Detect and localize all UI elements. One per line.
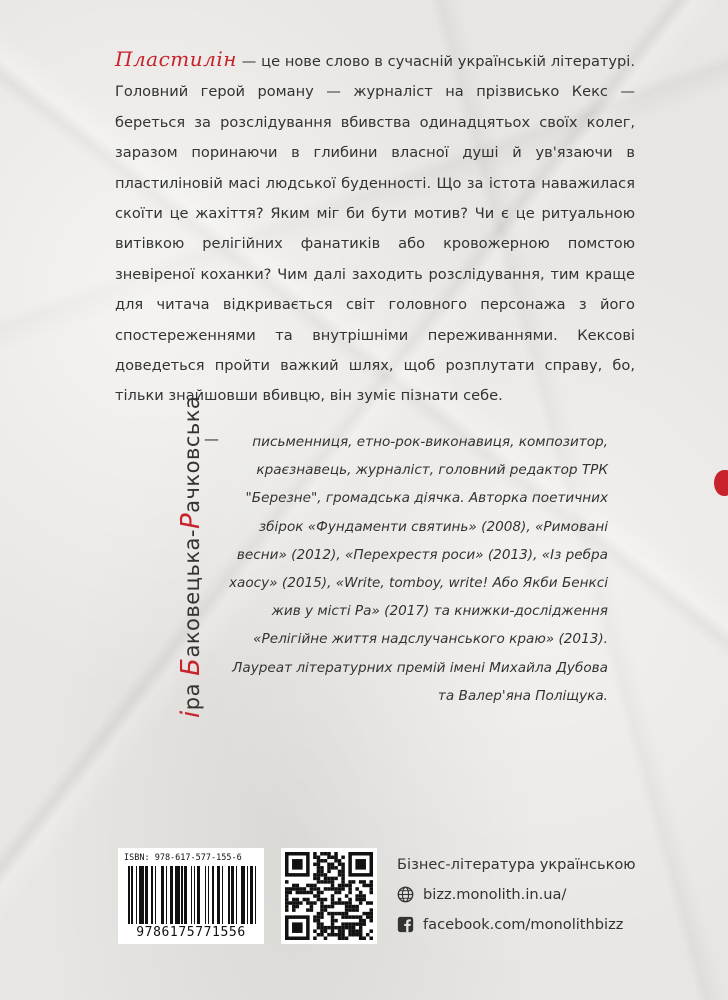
qr-module bbox=[296, 884, 300, 888]
qr-module bbox=[317, 894, 321, 898]
qr-module bbox=[338, 901, 342, 905]
qr-module bbox=[317, 926, 321, 930]
qr-module bbox=[359, 901, 363, 905]
qr-module bbox=[369, 901, 373, 905]
qr-module bbox=[292, 908, 296, 912]
qr-module bbox=[296, 887, 300, 891]
qr-module bbox=[289, 891, 293, 895]
qr-module bbox=[348, 880, 352, 884]
qr-module bbox=[331, 863, 335, 867]
qr-module bbox=[355, 933, 359, 937]
qr-module bbox=[331, 880, 335, 884]
qr-module bbox=[341, 884, 345, 888]
qr-module bbox=[317, 870, 321, 874]
qr-module bbox=[359, 929, 363, 933]
qr-module bbox=[341, 901, 345, 905]
qr-module bbox=[285, 898, 289, 902]
qr-module bbox=[331, 905, 335, 909]
qr-module bbox=[348, 884, 352, 888]
qr-module bbox=[359, 891, 363, 895]
qr-module bbox=[320, 898, 324, 902]
qr-module bbox=[348, 929, 352, 933]
qr-module bbox=[341, 929, 345, 933]
qr-module bbox=[306, 908, 310, 912]
qr-module bbox=[317, 887, 321, 891]
qr-module bbox=[327, 870, 331, 874]
qr-module bbox=[320, 880, 324, 884]
qr-module bbox=[324, 908, 328, 912]
qr-module bbox=[345, 908, 349, 912]
qr-module bbox=[369, 880, 373, 884]
qr-module bbox=[341, 863, 345, 867]
author-bio: письменниця, етно-рок-виконавиця, композитор, краєзнавець, журналіст, головний редактор ТРК "Березне", громадська діячка. Авторка поетичних збірок «Фундаменти святинь» (2008), «Римовані весни» (2012), «Перехрестя роси» (2013), «Із ребра хаосу» (2015), «Write, tomboy, write! Або Якби Бенксі жив у місті Ра» (2017) та книжки-дослідження «Релігійне життя надслучанського краю» (2013). Лауреат літературних премій імені Михайла Дубова та Валер'яна Поліщука. bbox=[228, 434, 608, 704]
qr-module bbox=[341, 926, 345, 930]
qr-module bbox=[306, 891, 310, 895]
facebook-icon bbox=[397, 916, 414, 933]
qr-module bbox=[310, 908, 314, 912]
qr-module bbox=[327, 863, 331, 867]
barcode-bars bbox=[128, 866, 258, 924]
qr-module bbox=[334, 866, 338, 870]
author-name-part: аковецька- bbox=[180, 529, 204, 658]
qr-module bbox=[327, 887, 331, 891]
qr-module bbox=[352, 915, 356, 919]
qr-module bbox=[359, 936, 363, 940]
qr-module bbox=[320, 912, 324, 916]
facebook-text: facebook.com/monolithbizz bbox=[423, 916, 624, 933]
qr-module bbox=[341, 922, 345, 926]
qr-module bbox=[369, 912, 373, 916]
barcode bbox=[118, 848, 264, 944]
qr-module bbox=[348, 891, 352, 895]
qr-module bbox=[352, 933, 356, 937]
qr-module bbox=[359, 898, 363, 902]
qr-module bbox=[324, 936, 328, 940]
qr-module bbox=[338, 898, 342, 902]
qr-module bbox=[317, 880, 321, 884]
qr-module bbox=[313, 863, 317, 867]
qr-module bbox=[341, 912, 345, 916]
qr-module bbox=[359, 922, 363, 926]
qr-module bbox=[369, 908, 373, 912]
qr-module bbox=[362, 936, 366, 940]
qr-module bbox=[355, 908, 359, 912]
qr-module bbox=[292, 887, 296, 891]
qr-module bbox=[345, 936, 349, 940]
qr-module bbox=[352, 908, 356, 912]
author-initial-last: Р bbox=[176, 512, 206, 530]
facebook-link[interactable] bbox=[397, 916, 623, 933]
qr-module bbox=[299, 901, 303, 905]
qr-module bbox=[331, 856, 335, 860]
qr-module bbox=[299, 891, 303, 895]
qr-module bbox=[285, 887, 289, 891]
qr-module bbox=[359, 915, 363, 919]
qr-module bbox=[303, 898, 307, 902]
qr-module bbox=[345, 884, 349, 888]
qr-module bbox=[310, 901, 314, 905]
qr-module bbox=[355, 898, 359, 902]
qr-module bbox=[359, 926, 363, 930]
qr-module bbox=[369, 915, 373, 919]
author-initial-middle: Б bbox=[176, 657, 206, 676]
qr-module bbox=[324, 852, 328, 856]
qr-module bbox=[331, 877, 335, 881]
qr-module bbox=[341, 887, 345, 891]
qr-module bbox=[313, 901, 317, 905]
qr-module bbox=[327, 912, 331, 916]
qr-module bbox=[327, 933, 331, 937]
qr-module bbox=[341, 880, 345, 884]
qr-module bbox=[313, 915, 317, 919]
qr-module bbox=[359, 919, 363, 923]
qr-module bbox=[320, 852, 324, 856]
qr-module bbox=[285, 891, 289, 895]
qr-module bbox=[320, 926, 324, 930]
qr-module bbox=[303, 891, 307, 895]
qr-module bbox=[327, 905, 331, 909]
qr-code-graphic bbox=[285, 852, 373, 940]
qr-module bbox=[292, 884, 296, 888]
qr-module bbox=[306, 898, 310, 902]
qr-module bbox=[338, 887, 342, 891]
qr-module bbox=[320, 922, 324, 926]
qr-module bbox=[369, 887, 373, 891]
qr-module bbox=[366, 901, 370, 905]
book-description bbox=[115, 44, 635, 412]
qr-module bbox=[352, 922, 356, 926]
qr-module bbox=[331, 866, 335, 870]
qr-module bbox=[296, 898, 300, 902]
qr-module bbox=[285, 908, 289, 912]
qr-module bbox=[324, 877, 328, 881]
qr-module bbox=[285, 905, 289, 909]
qr-module bbox=[345, 915, 349, 919]
qr-module bbox=[289, 887, 293, 891]
qr-module bbox=[317, 866, 321, 870]
qr-module bbox=[327, 877, 331, 881]
qr-module bbox=[345, 922, 349, 926]
qr-module bbox=[320, 905, 324, 909]
qr-module bbox=[317, 898, 321, 902]
qr-module bbox=[296, 891, 300, 895]
author-name bbox=[176, 396, 206, 718]
qr-module bbox=[327, 852, 331, 856]
qr-module bbox=[320, 873, 324, 877]
qr-module bbox=[345, 905, 349, 909]
qr-module bbox=[331, 919, 335, 923]
isbn-label: ISBN: 978-617-577-155-6 bbox=[124, 853, 242, 863]
qr-module bbox=[334, 891, 338, 895]
qr-module bbox=[362, 898, 366, 902]
qr-module bbox=[362, 894, 366, 898]
qr-module bbox=[313, 852, 317, 856]
qr-module bbox=[345, 912, 349, 916]
qr-module bbox=[366, 912, 370, 916]
qr-module bbox=[338, 936, 342, 940]
qr-module bbox=[369, 884, 373, 888]
qr-module bbox=[303, 887, 307, 891]
qr-module bbox=[369, 936, 373, 940]
qr-module bbox=[334, 912, 338, 916]
qr-module bbox=[331, 926, 335, 930]
qr-module bbox=[348, 908, 352, 912]
qr-module bbox=[313, 856, 317, 860]
qr-module bbox=[327, 866, 331, 870]
qr-module bbox=[317, 856, 321, 860]
qr-module bbox=[348, 905, 352, 909]
qr-module bbox=[334, 926, 338, 930]
qr-module bbox=[299, 887, 303, 891]
qr-module bbox=[320, 933, 324, 937]
qr-module bbox=[352, 880, 356, 884]
qr-module bbox=[296, 905, 300, 909]
qr-module bbox=[331, 898, 335, 902]
qr-module bbox=[338, 863, 342, 867]
qr-module bbox=[345, 894, 349, 898]
qr-module bbox=[317, 922, 321, 926]
qr-module bbox=[331, 901, 335, 905]
qr-module bbox=[324, 873, 328, 877]
qr-module bbox=[348, 922, 352, 926]
qr-module bbox=[348, 898, 352, 902]
qr-module bbox=[313, 894, 317, 898]
qr-module bbox=[331, 884, 335, 888]
qr-module bbox=[320, 859, 324, 863]
qr-module bbox=[359, 894, 363, 898]
qr-module bbox=[313, 884, 317, 888]
red-paint-drop bbox=[714, 470, 728, 496]
qr-module bbox=[334, 901, 338, 905]
qr-module bbox=[355, 929, 359, 933]
qr-module bbox=[327, 880, 331, 884]
qr-module bbox=[320, 870, 324, 874]
qr-module bbox=[338, 873, 342, 877]
qr-module bbox=[331, 933, 335, 937]
qr-module bbox=[324, 887, 328, 891]
qr-module bbox=[338, 933, 342, 937]
qr-module bbox=[313, 919, 317, 923]
qr-module bbox=[320, 891, 324, 895]
qr-module bbox=[285, 880, 289, 884]
website-text: bizz.monolith.in.ua/ bbox=[423, 886, 567, 903]
qr-module bbox=[334, 852, 338, 856]
author-name-part: ачковська bbox=[180, 395, 204, 513]
qr-module bbox=[348, 915, 352, 919]
qr-module bbox=[338, 912, 342, 916]
qr-module bbox=[366, 915, 370, 919]
qr-module bbox=[310, 887, 314, 891]
qr-module bbox=[331, 894, 335, 898]
qr-module bbox=[341, 870, 345, 874]
qr-module bbox=[334, 859, 338, 863]
qr-module bbox=[331, 887, 335, 891]
qr-module bbox=[366, 884, 370, 888]
description-text: — це нове слово в сучасній українській літературі. Головний герой роману — журналіст на прізвисько Кекс — береться за розслідування вбивства одинадцятьох своїх колег, заразом поринаючи в глибини власної душі й ув'язаючи в пластиліновій масі людської буденності. Що за істота наважилася скоїти це жахіття? Яким міг би бути мотив? Чи є це ритуальною витівкою релігійних фанатиків або кровожерною помстою зневіреної коханки? Чим далі заходить розслідування, тим краще для читача відкривається світ головного персонажа з його спостереженнями та внутрішніми переживаннями. Кексові доведеться пройти важкий шлях, щоб розплутати справу, бо, тільки знайшовши вбивцю, він зуміє пізнати себе. bbox=[115, 53, 635, 405]
author-initial-first: і bbox=[176, 710, 206, 718]
qr-module bbox=[348, 901, 352, 905]
qr-module bbox=[352, 905, 356, 909]
qr-module bbox=[327, 856, 331, 860]
globe-icon bbox=[397, 886, 414, 903]
qr-module bbox=[362, 919, 366, 923]
qr-module bbox=[313, 877, 317, 881]
qr-module bbox=[296, 901, 300, 905]
qr-module bbox=[359, 880, 363, 884]
qr-module bbox=[292, 898, 296, 902]
qr-module bbox=[331, 929, 335, 933]
qr-module bbox=[355, 915, 359, 919]
qr-module bbox=[355, 887, 359, 891]
qr-module bbox=[320, 866, 324, 870]
qr-module bbox=[313, 873, 317, 877]
qr-module bbox=[324, 898, 328, 902]
publisher-tagline: Бізнес-література українською bbox=[397, 856, 636, 873]
qr-module bbox=[324, 905, 328, 909]
qr-module bbox=[341, 856, 345, 860]
qr-module bbox=[334, 919, 338, 923]
qr-module bbox=[320, 915, 324, 919]
qr-module bbox=[327, 926, 331, 930]
qr-module bbox=[317, 912, 321, 916]
qr-module bbox=[324, 926, 328, 930]
qr-module bbox=[348, 926, 352, 930]
qr-finder bbox=[292, 859, 303, 870]
qr-module bbox=[362, 912, 366, 916]
qr-module bbox=[317, 915, 321, 919]
barcode-digits: 9786175771556 bbox=[136, 925, 246, 940]
qr-module bbox=[320, 929, 324, 933]
qr-module bbox=[324, 929, 328, 933]
qr-module bbox=[338, 891, 342, 895]
qr-module bbox=[355, 905, 359, 909]
qr-module bbox=[362, 884, 366, 888]
qr-module bbox=[310, 884, 314, 888]
qr-module bbox=[320, 908, 324, 912]
qr-module bbox=[320, 901, 324, 905]
qr-module bbox=[324, 880, 328, 884]
qr-module bbox=[334, 856, 338, 860]
qr-module bbox=[317, 877, 321, 881]
qr-module bbox=[285, 894, 289, 898]
qr-module bbox=[313, 887, 317, 891]
qr-module bbox=[334, 877, 338, 881]
qr-module bbox=[317, 919, 321, 923]
qr-module bbox=[317, 933, 321, 937]
qr-module bbox=[362, 922, 366, 926]
qr-module bbox=[338, 870, 342, 874]
author-name-part: ра bbox=[180, 675, 204, 711]
qr-code bbox=[281, 848, 377, 944]
qr-module bbox=[341, 866, 345, 870]
qr-module bbox=[338, 859, 342, 863]
qr-module bbox=[345, 926, 349, 930]
qr-module bbox=[313, 929, 317, 933]
qr-module bbox=[292, 901, 296, 905]
qr-module bbox=[338, 926, 342, 930]
qr-module bbox=[366, 933, 370, 937]
qr-module bbox=[306, 901, 310, 905]
qr-module bbox=[285, 901, 289, 905]
qr-module bbox=[369, 919, 373, 923]
qr-module bbox=[313, 936, 317, 940]
qr-module bbox=[317, 863, 321, 867]
qr-module bbox=[369, 929, 373, 933]
qr-module bbox=[352, 929, 356, 933]
qr-module bbox=[362, 880, 366, 884]
qr-module bbox=[317, 873, 321, 877]
qr-module bbox=[355, 922, 359, 926]
qr-module bbox=[324, 859, 328, 863]
qr-module bbox=[306, 884, 310, 888]
qr-module bbox=[310, 905, 314, 909]
qr-module bbox=[352, 926, 356, 930]
qr-module bbox=[338, 884, 342, 888]
qr-module bbox=[331, 922, 335, 926]
qr-module bbox=[317, 891, 321, 895]
qr-module bbox=[310, 891, 314, 895]
qr-module bbox=[334, 887, 338, 891]
qr-module bbox=[341, 915, 345, 919]
qr-module bbox=[348, 933, 352, 937]
qr-module bbox=[359, 933, 363, 937]
qr-module bbox=[341, 936, 345, 940]
qr-finder bbox=[292, 922, 303, 933]
qr-module bbox=[341, 873, 345, 877]
title-word: Пластилін bbox=[115, 47, 237, 71]
qr-module bbox=[331, 912, 335, 916]
qr-module bbox=[289, 901, 293, 905]
qr-module bbox=[341, 933, 345, 937]
qr-module bbox=[369, 891, 373, 895]
qr-module bbox=[338, 929, 342, 933]
qr-module bbox=[348, 887, 352, 891]
qr-module bbox=[334, 933, 338, 937]
bio-dash: — bbox=[204, 430, 219, 448]
barcode-bar bbox=[256, 866, 258, 924]
qr-module bbox=[292, 905, 296, 909]
qr-module bbox=[317, 859, 321, 863]
qr-module bbox=[341, 877, 345, 881]
qr-module bbox=[331, 915, 335, 919]
qr-finder bbox=[355, 859, 366, 870]
website-link[interactable] bbox=[397, 886, 566, 903]
qr-module bbox=[345, 901, 349, 905]
qr-module bbox=[355, 894, 359, 898]
